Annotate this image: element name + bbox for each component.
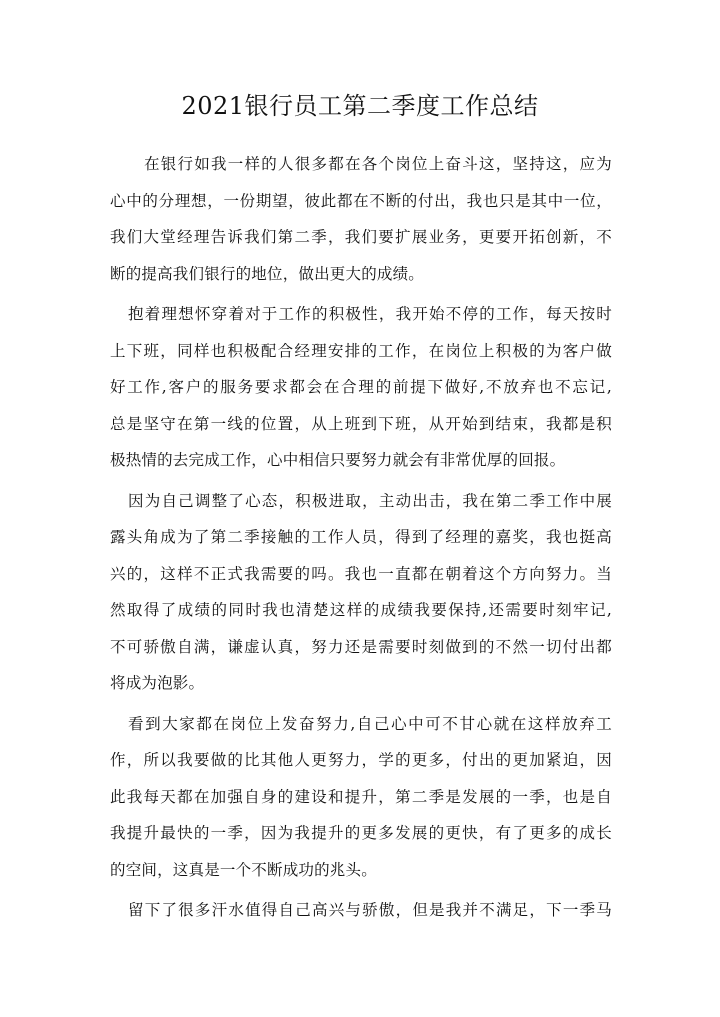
paragraph-line: 看到大家都在岗位上发奋努力,自己心中可不甘心就在这样放弃工 [128,714,612,733]
paragraph [110,706,612,889]
paragraph-line: 断的提高我们银行的地位，做出更大的成绩。 [110,264,425,283]
paragraph-line: 极热情的去完成工作，心中相信只要努力就会有非常优厚的回报。 [110,451,566,469]
paragraph-line: 在银行如我一样的人很多都在各个岗位上奋斗这，坚持这，应为 [144,155,612,173]
paragraph-line: 留下了很多汗水值得自己高兴与骄傲，但是我并不满足，下一季马 [128,901,612,919]
paragraph-line: 抱着理想怀穿着对于工作的积极性，我开始不停的工作，每天按时 [128,305,612,323]
paragraph-line: 的空间，这真是一个不断成功的兆头。 [110,860,377,879]
paragraph [110,483,612,702]
paragraph [110,296,612,479]
document-title: 2021银行员工第二季度工作总结 [181,92,539,120]
paragraph-line: 总是坚守在第一线的位置，从上班到下班，从开始到结束，我都是积 [110,414,612,433]
paragraph-line: 然取得了成绩的同时我也清楚这样的成绩我要保持,还需要时刻牢记, [110,601,612,619]
paragraph-line: 兴的，这样不正式我需要的吗。我也一直都在朝着这个方向努力。当 [110,564,612,583]
paragraph [110,892,612,929]
paragraph-line: 露头角成为了第二季接触的工作人员，得到了经理的嘉奖，我也挺高 [110,528,612,546]
paragraph-line: 心中的分理想，一份期望，彼此都在不断的付出，我也只是其中一位， [110,191,612,210]
paragraph-line: 我们大堂经理告诉我们第二季，我们要扩展业务，更要开拓创新，不 [110,228,612,246]
paragraph [110,146,612,292]
paragraph-line: 好工作,客户的服务要求都会在合理的前提下做好,不放弃也不忘记, [110,378,612,396]
paragraph-line: 不可骄傲自满，谦虚认真，努力还是需要时刻做到的不然一切付出都 [110,637,612,656]
paragraph-line: 我提升最快的一季，因为我提升的更多发展的更快，有了更多的成长 [110,824,612,842]
paragraph-line: 此我每天都在加强自身的建设和提升，第二季是发展的一季，也是自 [110,787,612,806]
document-body [110,146,612,933]
paragraph-line: 上下班，同样也积极配合经理安排的工作，在岗位上积极的为客户做 [110,341,612,360]
paragraph-line: 将成为泡影。 [110,674,205,692]
paragraph-line: 作，所以我要做的比其他人更努力，学的更多，付出的更加紧迫，因 [110,751,612,769]
paragraph-line: 因为自己调整了心态，积极进取，主动出击，我在第二季工作中展 [128,491,612,510]
